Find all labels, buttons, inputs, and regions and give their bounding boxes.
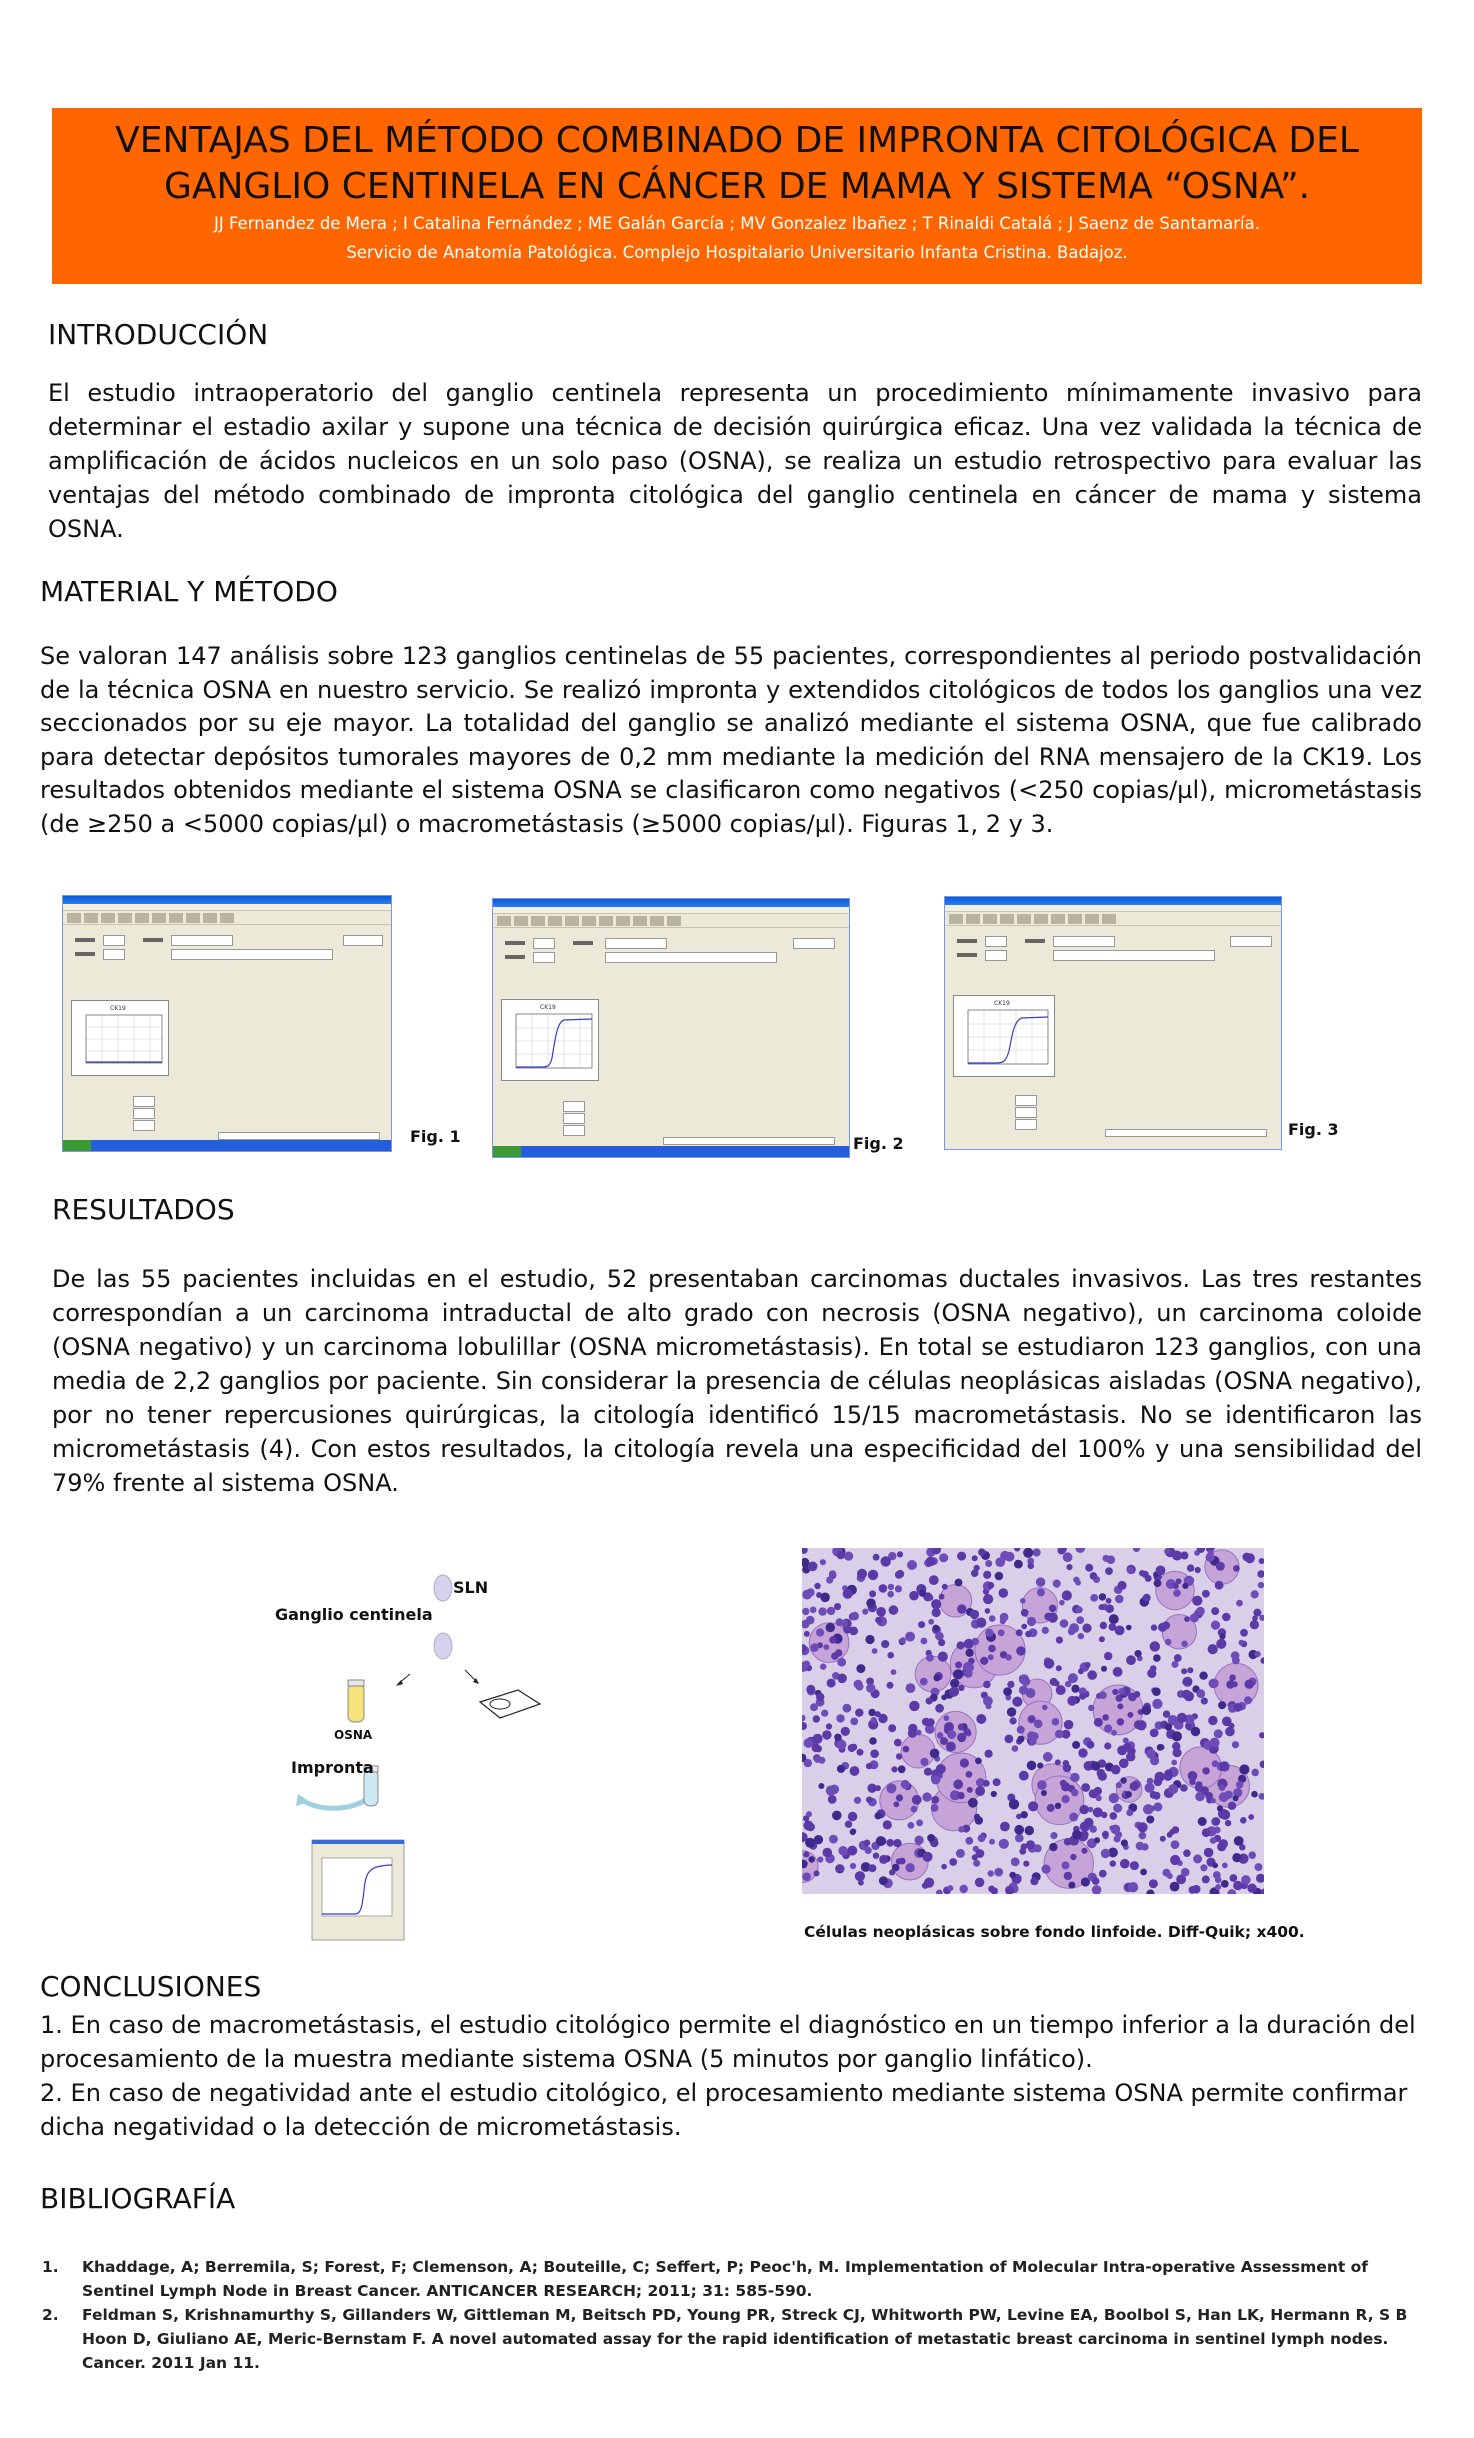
title-banner <box>52 108 1422 284</box>
intro-text: El estudio intraoperatorio del ganglio centinela representa un procedimiento mínimamente invasivo para determinar el estadio axilar y supone una técnica de decisión quirúrgica eficaz. Una vez validada la técnica de amplificación de ácidos nucleicos en un solo paso (OSNA), se realiza un estudio retrospectivo para evaluar las ventajas del método combinado de impronta citológica del ganglio centinela en cáncer de mama y sistema OSNA. <box>48 379 1422 543</box>
methods-text: Se valoran 147 análisis sobre 123 ganglios centinelas de 55 pacientes, correspondientes al periodo postvalidación de la técnica OSNA en nuestro servicio. Se realizó impronta y extendidos citológicos de todos los ganglios una vez seccionados por su eje mayor. La totalidad del ganglio se analizó mediante el sistema OSNA, que fue calibrado para detectar depósitos tumorales mayores de 0,2 mm mediante la medición del RNA mensajero de la CK19. Los resultados obtenidos mediante el sistema OSNA se clasificaron como negativos (<250 copias/µl), micrometástasis (de ≥250 a <5000 copias/µl) o macrometástasis (≥5000 copias/µl). Figuras 1, 2 y 3. <box>40 642 1422 838</box>
micrograph-caption: Células neoplásicas sobre fondo linfoide. Diff-Quik; x400. <box>804 1923 1305 1941</box>
label-ganglio-centinela: Ganglio centinela <box>275 1605 433 1624</box>
conclusion-1: 1. En caso de macrometástasis, el estudio citológico permite el diagnóstico en un tiempo inferior a la duración del procesamiento de la muestra mediante sistema OSNA (5 minutos por ganglio linfático). <box>40 2011 1416 2073</box>
fig-1-label: Fig. 1 <box>410 1127 461 1146</box>
ck19-plot-2 <box>501 999 599 1081</box>
result-screen-thumbnail <box>312 1840 404 1940</box>
conclusion-2: 2. En caso de negatividad ante el estudio citológico, el procesamiento mediante sistema OSNA permite confirmar dicha negatividad o la detección de micrometástasis. <box>40 2079 1408 2141</box>
bibliography-list <box>42 2255 1422 2375</box>
label-sln: SLN <box>453 1578 489 1597</box>
results-text: De las 55 pacientes incluidas en el estudio, 52 presentaban carcinomas ductales invasivos. Las tres restantes correspondían a un carcinoma intraductal de alto grado con necrosis (OSNA negativo), un carcinoma coloide (OSNA negativo) y un carcinoma lobulillar (OSNA micrometástasis). En total se estudiaron 123 ganglios, con una media de 2,2 ganglios por paciente. Sin considerar la presencia de células neoplásicas aisladas (OSNA negativo), por no tener repercusiones quirúrgicas, la citología identificó 15/15 macrometástasis. No se identificaron las micrometástasis (4). Con estos resultados, la citología revela una especificidad del 100% y una sensibilidad del 79% frente al sistema OSNA. <box>52 1265 1422 1497</box>
slide-icon <box>480 1690 540 1718</box>
title-line-2: GANGLIO CENTINELA EN CÁNCER DE MAMA Y SISTEMA “OSNA”. <box>163 166 1311 207</box>
reference-item: 1. Khaddage, A; Berremila, S; Forest, F; Clemenson, A; Bouteille, C; Seffert, P; Peoc'h, M. Implementation of Molecular Intra-operative Assessment of Sentinel Lymph Node in Breast Cancer. ANTICANCER RESEARCH; 2011; 31: 585-590. <box>42 2258 1369 2300</box>
conclusions-heading: CONCLUSIONES <box>40 1970 262 2003</box>
svg-text:CK19: CK19 <box>540 1004 556 1011</box>
bibliography-heading: BIBLIOGRAFÍA <box>40 2182 236 2215</box>
fig-3-label: Fig. 3 <box>1288 1120 1339 1139</box>
title-line-1: VENTAJAS DEL MÉTODO COMBINADO DE IMPRONTA CITOLÓGICA DEL <box>115 120 1359 161</box>
svg-text:CK19: CK19 <box>994 1000 1010 1007</box>
intro-heading: INTRODUCCIÓN <box>48 318 269 351</box>
fig-2-label: Fig. 2 <box>853 1134 904 1153</box>
osna-screenshot-3 <box>944 896 1282 1150</box>
conclusions-list <box>40 2008 1422 2144</box>
institution: Servicio de Anatomía Patológica. Complejo Hospitalario Universitario Infanta Cristina. Badajoz. <box>346 243 1128 262</box>
methods-heading: MATERIAL Y MÉTODO <box>40 575 338 608</box>
poster-title <box>52 108 1422 210</box>
ck19-plot-1 <box>71 1000 169 1076</box>
results-heading: RESULTADOS <box>52 1193 235 1226</box>
label-osna: OSNA <box>334 1728 373 1742</box>
osna-tube-icon <box>348 1680 364 1722</box>
ck19-plot-3 <box>953 995 1055 1077</box>
svg-text:CK19: CK19 <box>110 1005 126 1012</box>
impronta-arrow-icon <box>296 1794 370 1808</box>
authors: JJ Fernandez de Mera ; I Catalina Fernández ; ME Galán García ; MV Gonzalez Ibañez ; T Rinaldi Catalá ; J Saenz de Santamaría. <box>214 214 1260 233</box>
osna-screenshot-1 <box>62 895 392 1152</box>
reference-item: 2. Feldman S, Krishnamurthy S, Gillanders W, Gittleman M, Beitsch PD, Young PR, Streck CJ, Whitworth PW, Levine EA, Boolbol S, Han LK, Hermann R, S B Hoon D, Giuliano AE, Meric-Bernstam F. A novel automated assay for the rapid identification of metastatic breast carcinoma in sentinel lymph nodes. Cancer. 2011 Jan 11. <box>42 2306 1408 2372</box>
osna-screenshot-2 <box>492 898 850 1158</box>
label-impronta: Impronta <box>291 1758 374 1777</box>
cytology-micrograph <box>802 1548 1264 1894</box>
